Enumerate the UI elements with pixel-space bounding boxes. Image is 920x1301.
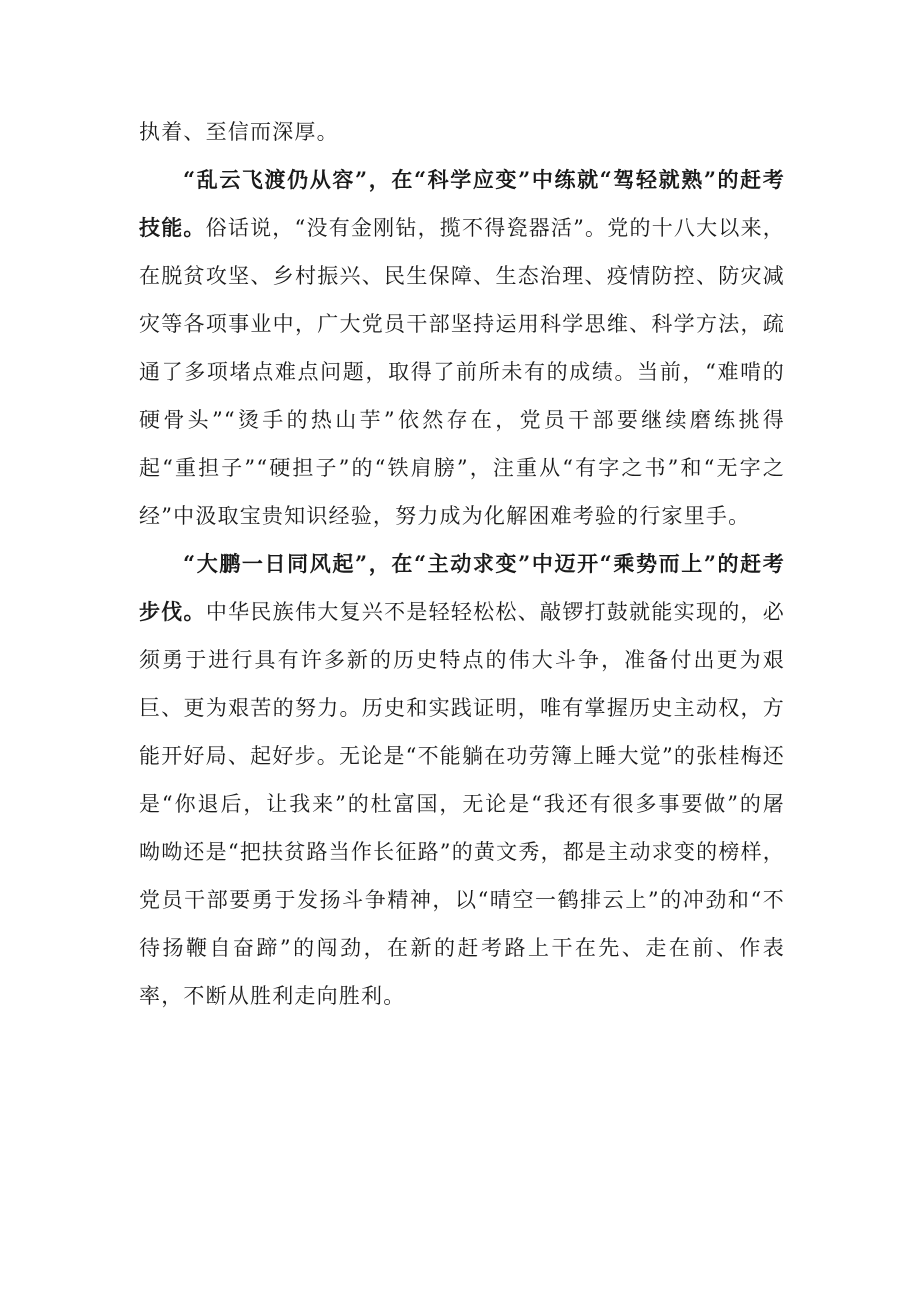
paragraph-heading: “乱云飞渡仍从容”，在“科学应变”中练就“驾轻就熟”的赶考技能。: [139, 167, 785, 240]
paragraph-text: 中华民族伟大复兴不是轻轻松松、敲锣打鼓就能实现的，必须勇于进行具有许多新的历史特点的伟大斗争，准备付出更为艰巨、更为艰苦的努力。历史和实践证明，唯有掌握历史主动权，方能开好局、起好步。无论是“不能躺在功劳簿上睡大觉”的张桂梅还是“你退后，让我来”的杜富国，无论是“我还有很多事要做”的屠呦呦还是“把扶贫路当作长征路”的黄文秀，都是主动求变的榜样，党员干部要勇于发扬斗争精神，以“晴空一鹤排云上”的冲劲和“不待扬鞭自奋蹄”的闯劲，在新的赶考路上干在先、走在前、作表率，不断从胜利走向胜利。: [139, 600, 785, 1008]
paragraph-text: 俗话说，“没有金刚钻，揽不得瓷器活”。党的十八大以来，在脱贫攻坚、乡村振兴、民生保障、生态治理、疫情防控、防灾减灾等各项事业中，广大党员干部坚持运用科学思维、科学方法，疏通了多项堵点难点问题，取得了前所未有的成绩。当前，“难啃的硬骨头”“烫手的热山芋”依然存在，党员干部要继续磨练挑得起“重担子”“硬担子”的“铁肩膀”，注重从“有字之书”和“无字之经”中汲取宝贵知识经验，努力成为化解困难考验的行家里手。: [139, 216, 785, 528]
paragraph-continuation: [139, 108, 785, 156]
paragraph-text: 执着、至信而深厚。: [139, 120, 339, 144]
paragraph-active-change: [139, 540, 785, 1020]
paragraph-heading: “大鹏一日同风起”，在“主动求变”中迈开“乘势而上”的赶考步伐。: [139, 551, 785, 624]
paragraph-scientific-response: [139, 156, 785, 540]
document-body: [139, 108, 785, 1020]
